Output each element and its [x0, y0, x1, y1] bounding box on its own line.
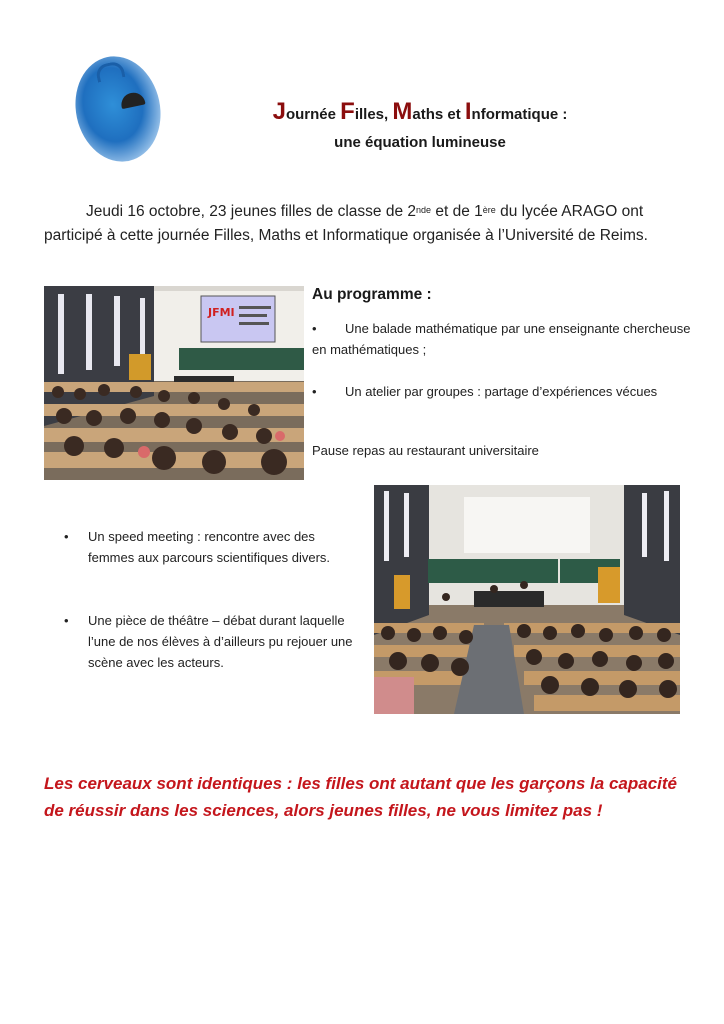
intro-sup-2: ère — [482, 205, 496, 215]
afternoon-item-2 — [64, 610, 364, 673]
screen-logo-text: JFMI — [208, 306, 235, 319]
intro-text-2: et de 1 — [431, 203, 483, 220]
title-word-1: ournée — [285, 106, 341, 123]
program-heading: Au programme : — [312, 286, 432, 303]
afternoon-item-1 — [64, 526, 364, 568]
title-initial-j: J — [272, 98, 286, 125]
intro-sup-1: nde — [416, 205, 432, 215]
bag-handle-icon — [95, 60, 126, 82]
intro-text-3: du lycée ARAGO ont participé à cette journée Filles, Maths et Informatique organisée à l’Université de Reims. — [44, 203, 648, 244]
bullet-icon: • — [64, 613, 69, 628]
afternoon-item-2-text: Une pièce de théâtre – débat durant laquelle l’une de nos élèves à d’ailleurs pu rejouer une scène avec les acteurs. — [88, 613, 353, 670]
program-item-1 — [312, 318, 692, 360]
title-initial-i: I — [464, 98, 472, 125]
program-item-2 — [312, 381, 702, 402]
amphitheater-presentation-photo — [44, 286, 304, 480]
bullet-icon: • — [312, 321, 317, 336]
intro-text-1: Jeudi 16 octobre, 23 jeunes filles de classe de 2 — [86, 203, 417, 220]
lunch-break-text: Pause repas au restaurant universitaire — [312, 443, 539, 458]
amphitheater-theatre-photo — [374, 485, 680, 714]
afternoon-item-1-text: Un speed meeting : rencontre avec des femmes aux parcours scientifiques divers. — [88, 529, 331, 565]
program-item-1-text: Une balade mathématique par une enseignante chercheuse en mathématiques ; — [312, 321, 691, 357]
university-emblem-icon — [119, 90, 145, 109]
intro-paragraph — [44, 200, 684, 248]
bullet-icon: • — [64, 529, 69, 544]
program-item-2-text: Un atelier par groupes : partage d’expériences vécues — [345, 384, 658, 399]
page-title — [240, 100, 600, 155]
title-word-4: nformatique : — [471, 106, 568, 123]
tote-bag-logo — [66, 48, 170, 169]
title-initial-f: F — [340, 98, 355, 125]
bullet-icon: • — [312, 384, 317, 399]
title-initial-m: M — [392, 98, 413, 125]
title-word-3: aths et — [412, 106, 465, 123]
closing-message: Les cerveaux sont identiques : les filles ont autant que les garçons la capacité de réussir dans les sciences, alors jeunes filles, ne vous limitez pas ! — [44, 774, 677, 820]
page-subtitle: une équation lumineuse — [334, 134, 506, 151]
title-word-2: illes, — [354, 106, 393, 123]
